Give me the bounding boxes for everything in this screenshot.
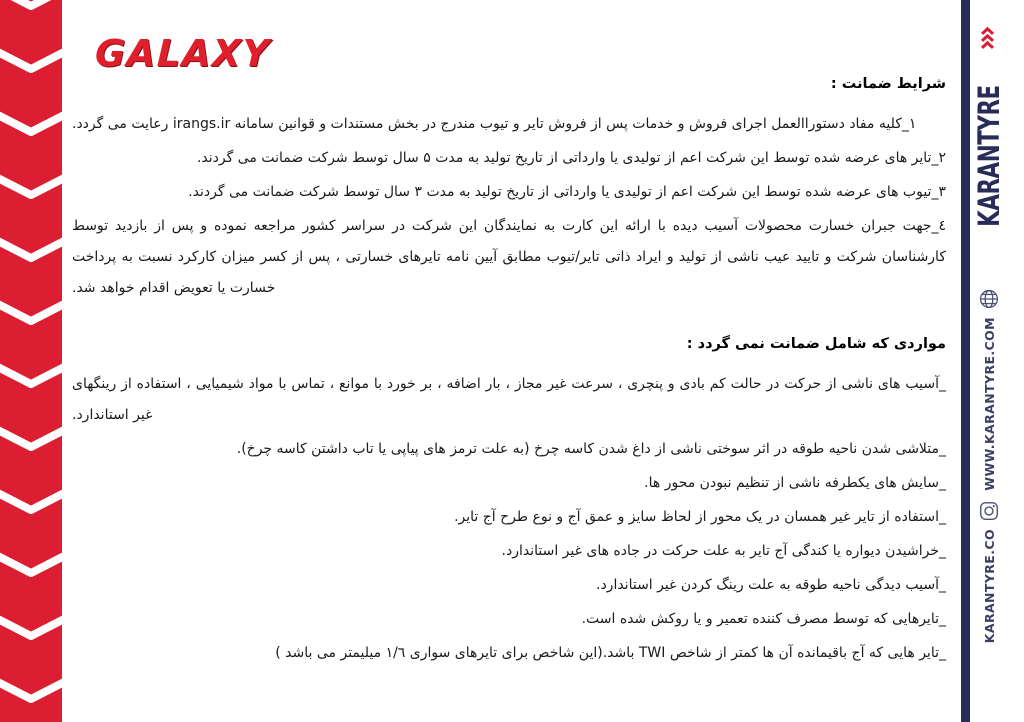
right-sidebar [954,0,1024,722]
instagram-icon [978,500,1000,522]
section-heading-terms: شرایط ضمانت : [830,76,946,92]
exclusion-item-6: _آسیب دیدگی ناحیه طوقه به علت رینگ کردن غیر استاندارد. [596,576,946,593]
exclusion-item-2: _متلاشی شدن ناحیه طوقه در اثر سوختی ناشی از داغ شدن کاسه چرخ (به علت ترمز های پیاپی یا تاب داشتن کاسه چرخ). [236,440,946,457]
karantyre-logo [956,8,1022,238]
term-item-4: ٤_جهت جبران خسارت محصولات آسیب دیده با ارائه این کارت به نمایندگان این شرکت در سراسر کشور مراجعه نموده و پس از بازدید توسط کارشناسان شرکت و تایید عیب ناشی از تولید و ایراد ذاتی تایر/تیوب مطابق آیین نامه تایرهای خسارتی ، پس از کسر میزان کارکرد نسبت به پرداخت خسارت یا تعویض اقدام خواهد شد. [72,217,946,296]
chevron-stripe [0,362,62,388]
chevron-stripe [0,110,62,136]
section-warranty-terms [72,74,946,304]
exclusion-item-4: _استفاده از تایر غیر همسان در یک محور از لحاظ سایز و عمق آج و نوع طرح آج تایر. [454,508,946,525]
globe-icon [978,288,1000,310]
galaxy-logo-text: GALAXY [94,32,272,75]
chevron-stripe [0,173,62,199]
section-warranty-exclusions [72,334,946,669]
chevron-stripe [0,47,62,73]
instagram-handle-label: KARANTYRE.CO [981,529,997,644]
exclusion-item-8: _تایر هایی که آج باقیمانده آن ها کمتر از شاخص TWI باشد.(این شاخص برای تایرهای سواری ۱/٦ میلیمتر می باشد ) [275,644,946,661]
chevron-stripe [0,425,62,451]
website-url-label: WWW.KARANTYRE.COM [981,317,997,491]
left-chevron-band [0,0,62,722]
karantyre-logo-text: KARANTYRE [972,85,1006,227]
exclusion-item-5: _خراشیدن دیواره یا کندگی آج تایر به علت حرکت در جاده های غیر استاندارد. [501,542,946,559]
exclusion-item-1: _آسیب های ناشی از حرکت در حالت کم بادی و پنچری ، سرعت غیر مجاز ، بار اضافه ، بر خورد با موانع ، تماس با مواد شیمیایی ، استفاده از رینگهای غیر استاندارد. [72,375,946,423]
chevron-stripe [0,677,62,703]
warranty-content [72,74,946,672]
karantyre-zigzag-icon [979,19,999,49]
sidebar-link-instagram[interactable] [954,500,1024,643]
exclusion-item-3: _سایش های یکطرفه ناشی از تنظیم نبودن محور ها. [644,474,946,491]
chevron-stripe [0,614,62,640]
term-item-3: ۳_تیوب های عرضه شده توسط این شرکت اعم از تولیدی یا وارداتی از تاریخ تولید به مدت ۳ سال توسط شرکت ضمانت می گردند. [188,183,946,200]
chevron-stripe [0,551,62,577]
chevron-stripe [0,236,62,262]
term-item-1: ۱_کلیه مفاد دستوراالعمل اجرای فروش و خدمات پس از فروش تایر و تیوب مندرج در بخش مستندات و قوانین سامانه irangs.ir رعایت می گردد. [72,115,917,132]
chevron-stripe [0,0,62,10]
section-heading-exclusions: مواردی که شامل ضمانت نمی گردد : [686,335,946,352]
chevron-stripe [0,299,62,325]
chevron-stripe [0,488,62,514]
term-item-2: ۲_تایر های عرضه شده توسط این شرکت اعم از تولیدی یا وارداتی از تاریخ تولید به مدت ۵ سال توسط شرکت ضمانت می گردند. [196,149,946,166]
exclusion-item-7: _تایرهایی که توسط مصرف کننده تعمیر و یا روکش شده است. [581,610,946,627]
galaxy-logo [95,32,271,75]
chevron-stripe-stack [0,0,62,722]
sidebar-link-website[interactable] [954,288,1024,491]
